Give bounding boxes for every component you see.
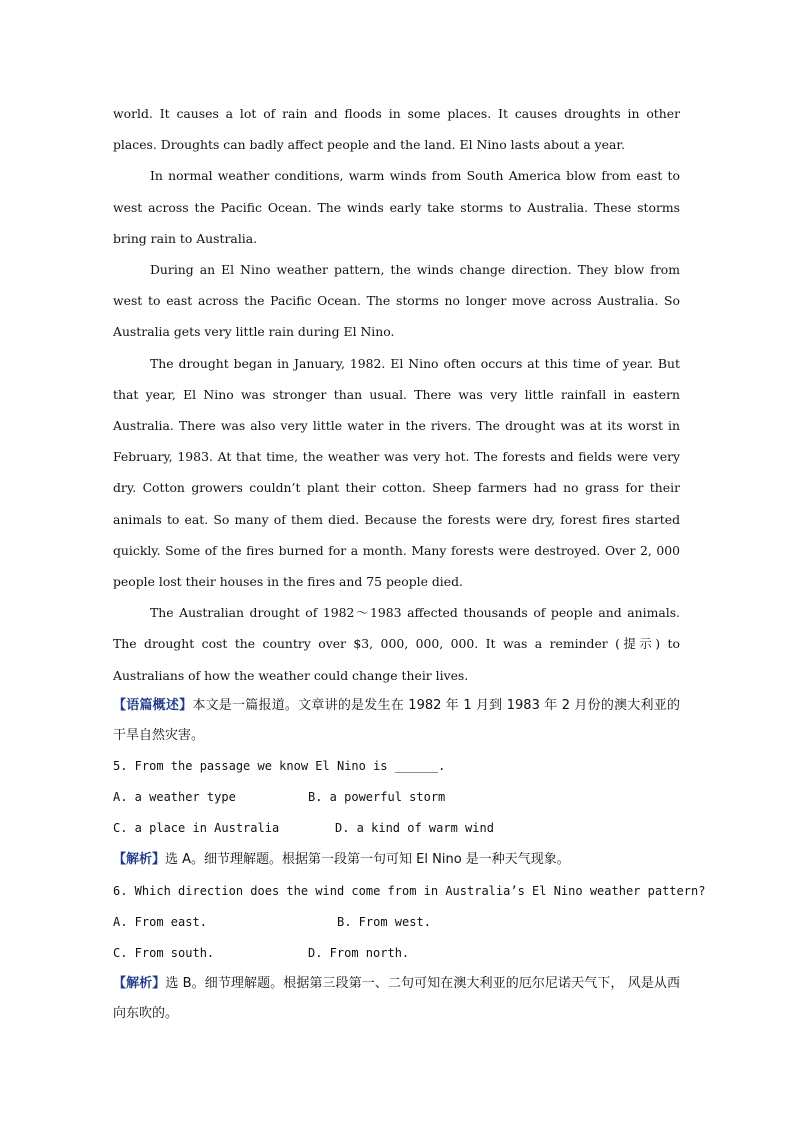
question-6-option-b[interactable]: B. From west. (337, 914, 431, 929)
paragraph-normal-weather: In normal weather conditions, warm winds from South America blow from east to west across the Pacific Ocean. The winds early take storms to Australia. These storms bring rain to Australia. (113, 168, 680, 246)
question-6-analysis-tag: 【解析】 (113, 976, 166, 992)
question-5-analysis-tag: 【解析】 (113, 852, 166, 868)
paragraph-el-nino-pattern: During an El Nino weather pattern, the winds change direction. They blow from west to east across the Pacific Ocean. The storms no longer move across Australia. So Australia gets very little rain during El Nino. (113, 262, 680, 340)
paragraph-drought-began: The drought began in January, 1982. El Nino often occurs at this time of year. But that year, El Nino was stronger than usual. There was very little rainfall in eastern Australia. There was also very little water in the rivers. The drought was at its worst in February, 1983. At that time, the weather was very hot. The forests and fields were very dry. Cotton growers couldn’t plant their cotton. Sheep farmers had no grass for their animals to eat. So many of them died. Because the forests were dry, forest fires started quickly. Some of the fires burned for a month. Many forests were destroyed. Over 2, 000 people lost their houses in the fires and 75 people died. (113, 355, 680, 590)
question-6-option-c[interactable]: C. From south. (113, 946, 215, 961)
question-5-analysis-text: 选 A。细节理解题。根据第一段第一句可知 El Nino 是一种天气现象。 (165, 852, 570, 868)
question-5-options-row-1 (113, 782, 680, 813)
question-6-options-row-2 (113, 938, 680, 969)
question-6-analysis (113, 969, 680, 1029)
question-5-option-a[interactable]: A. a weather type (113, 790, 236, 805)
question-6-analysis-text: 选 B。细节理解题。根据第三段第一、二句可知在澳大利亚的厄尔尼诺天气下， 风是从西向东吹的。 (113, 976, 680, 1022)
question-5-option-c[interactable]: C. a place in Australia (113, 821, 280, 836)
question-5-option-d[interactable]: D. a kind of warm wind (335, 821, 494, 836)
question-5-analysis (113, 844, 680, 875)
question-6-options-row-1 (113, 907, 680, 938)
summary-tag: 【语篇概述】 (113, 697, 193, 713)
document-page (113, 98, 706, 1029)
question-6-option-a[interactable]: A. From east. (113, 914, 207, 929)
question-6-option-d[interactable]: D. From north. (308, 946, 410, 961)
summary-block (113, 691, 680, 751)
paragraph-intro: world. It causes a lot of rain and floods in some places. It causes droughts in other places. Droughts can badly affect people and the land. El Nino lasts about a year. (113, 106, 680, 153)
paragraph-drought-effects: The Australian drought of 1982～1983 affected thousands of people and animals. The drought cost the country over $3, 000, 000, 000. It was a reminder (提示) to Australians of how the weather could change their lives. (113, 605, 680, 683)
question-5-options-row-2 (113, 813, 680, 844)
summary-text: 本文是一篇报道。文章讲的是发生在 1982 年 1 月到 1983 年 2 月份的澳大利亚的干旱自然灾害。 (113, 697, 680, 743)
question-5-option-b[interactable]: B. a powerful storm (308, 790, 446, 805)
question-6: 6. Which direction does the wind come from in Australia’s El Nino weather pattern? (113, 883, 706, 898)
question-5: 5. From the passage we know El Nino is ______. (113, 758, 446, 773)
